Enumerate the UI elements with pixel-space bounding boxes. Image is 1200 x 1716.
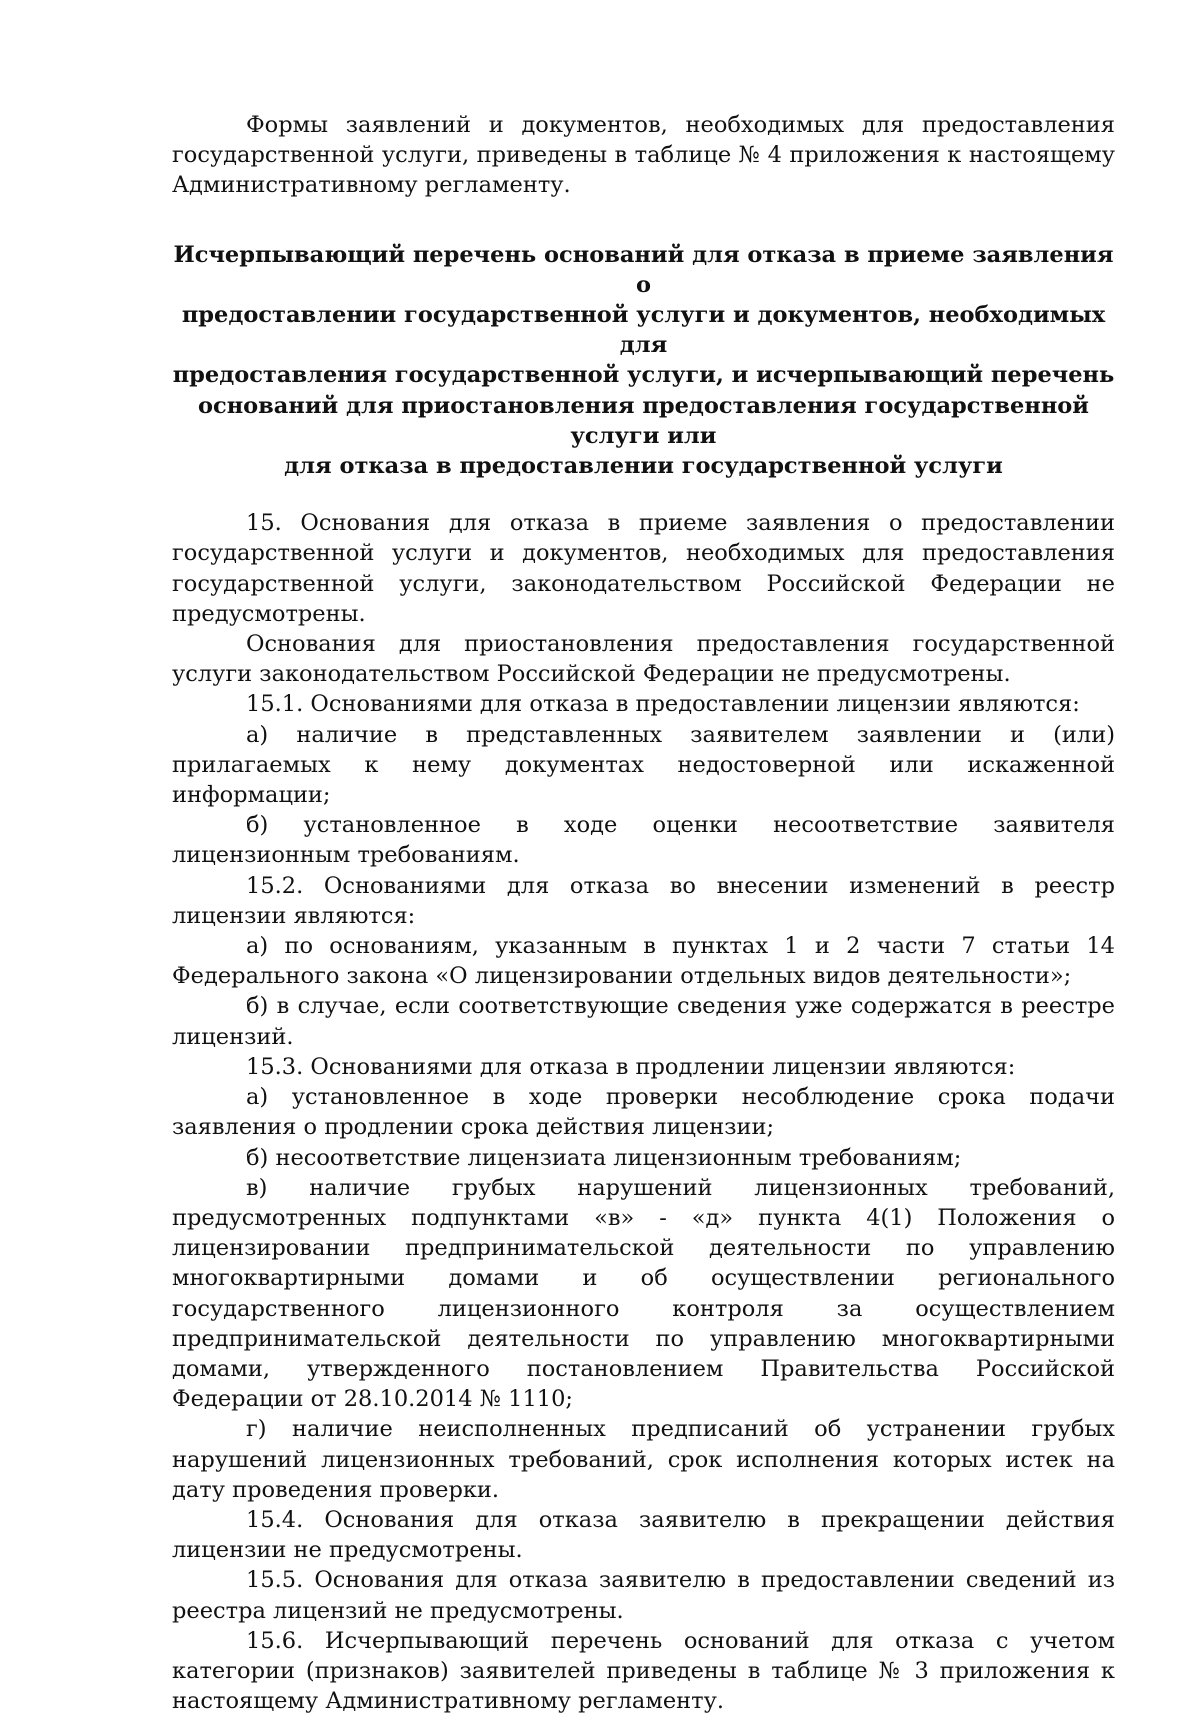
intro-paragraph: Формы заявлений и документов, необходимых для предоставления государственной услуги, приведены в таблице № 4 приложения к настоящему Административному регламенту. xyxy=(172,112,1115,199)
paragraph-15-3-a: а) установленное в ходе проверки несоблюдение срока подачи заявления о продлении срока действия лицензии; xyxy=(172,1084,1115,1141)
paragraph-15: 15. Основания для отказа в приеме заявления о предоставлении государственной услуги и документов, необходимых для предоставления государственной услуги, законодательством Российской Федерации не предусмотрены. xyxy=(172,510,1115,627)
heading-line: Исчерпывающий перечень оснований для отказа в приеме заявления о xyxy=(173,241,1114,298)
paragraph-suspension: Основания для приостановления предоставления государственной услуги законодательством Российской Федерации не предусмотрены. xyxy=(172,631,1115,688)
paragraph-15-3-b: б) несоответствие лицензиата лицензионным требованиям; xyxy=(246,1144,962,1171)
paragraph-15-1-b: б) установленное в ходе оценки несоответствие заявителя лицензионным требованиям. xyxy=(172,812,1115,869)
paragraph-15-2: 15.2. Основаниями для отказа во внесении изменений в реестр лицензии являются: xyxy=(172,872,1115,929)
paragraph-15-2-a: а) по основаниям, указанным в пунктах 1 и 2 части 7 статьи 14 Федерального закона «О лицензировании отдельных видов деятельности»; xyxy=(172,933,1115,990)
paragraph-15-6: 15.6. Исчерпывающий перечень оснований для отказа с учетом категории (признаков) заявителей приведены в таблице № 3 приложения к настоящему Административному регламенту. xyxy=(172,1627,1115,1715)
paragraph-15-3: 15.3. Основаниями для отказа в продлении лицензии являются: xyxy=(246,1053,1016,1080)
paragraph-15-2-b: б) в случае, если соответствующие сведения уже содержатся в реестре лицензий. xyxy=(172,993,1115,1050)
paragraph-15-1-a: а) наличие в представленных заявителем заявлении и (или) прилагаемых к нему документах недостоверной или искаженной информации; xyxy=(172,721,1115,809)
section-heading xyxy=(172,240,1115,482)
paragraph-15-3-v: в) наличие грубых нарушений лицензионных требований, предусмотренных подпунктами «в» - «д» пункта 4(1) Положения о лицензировании предпринимательской деятельности по управлению многоквартирными домами и об осуществлении регионального государственного лицензионного контроля за осуществлением предпринимательской деятельности по управлению многоквартирными домами, утвержденного постановлением Правительства Российской Федерации от 28.10.2014 № 1110; xyxy=(172,1174,1115,1413)
heading-line: оснований для приостановления предоставления государственной услуги или xyxy=(197,392,1089,449)
paragraph-15-4: 15.4. Основания для отказа заявителю в прекращении действия лицензии не предусмотрены. xyxy=(172,1506,1115,1564)
heading-line: предоставлении государственной услуги и документов, необходимых для xyxy=(181,302,1106,359)
document-body xyxy=(172,110,1115,1716)
paragraph-15-5: 15.5. Основания для отказа заявителю в предоставлении сведений из реестра лицензий не предусмотрены. xyxy=(172,1567,1115,1624)
heading-line: для отказа в предоставлении государственной услуги xyxy=(284,453,1003,480)
paragraph-15-3-g: г) наличие неисполненных предписаний об устранении грубых нарушений лицензионных требований, срок исполнения которых истек на дату проведения проверки. xyxy=(172,1416,1115,1503)
heading-line: предоставления государственной услуги, и исчерпывающий перечень xyxy=(172,362,1115,389)
paragraph-15-1: 15.1. Основаниями для отказа в предоставлении лицензии являются: xyxy=(246,691,1080,718)
